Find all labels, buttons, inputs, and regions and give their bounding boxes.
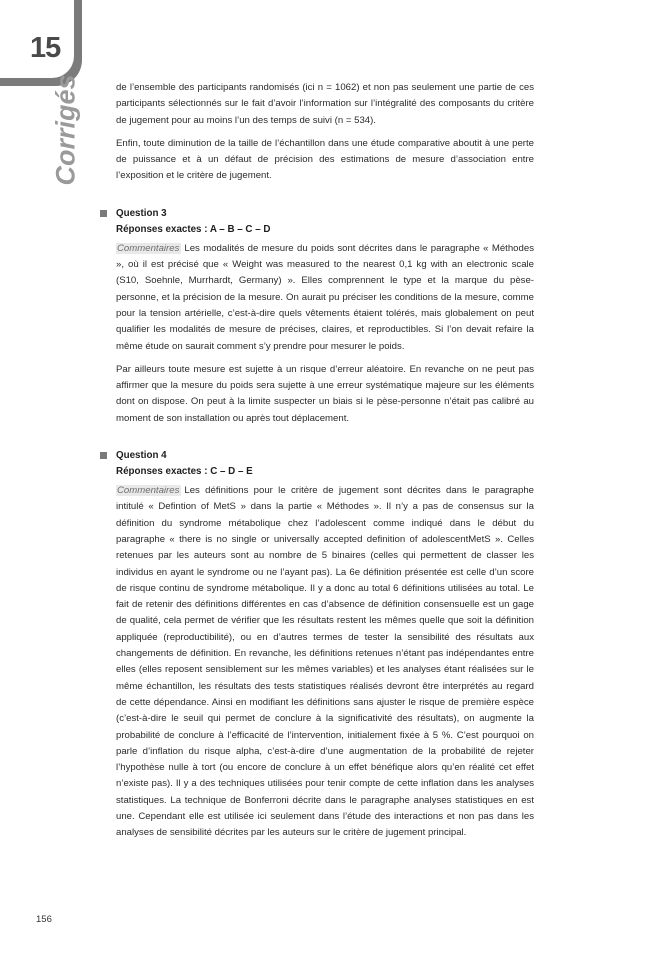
question-3-comment-label: Commentaires xyxy=(117,242,180,254)
chapter-tab xyxy=(0,0,82,86)
question-3-bullet-icon xyxy=(100,210,107,217)
question-3-block xyxy=(116,206,534,427)
question-4-comment-text: Les définitions pour le critère de jugement sont décrites dans le paragraphe intitulé « Defintion of MetS » dans la partie « Méthodes ». Il n’y a pas de consensus sur la définition du syndrome métabolique chez l’adolescent comme indiqué dans le début du paragraphe « there is no single or universally accepted definition of adolescentMetS ». Celles retenues par les auteurs sont au nombre de 5 binaires (celles qui permettent de classer les individus en ayant le syndrome ou ne l’ayant pas). La 6e définition présentée est celle d’un score de risque continu de syndrome métabolique. Il y a donc au total 6 définitions utilisées au total. Le fait de retenir des définitions différentes en cas d’absence de définition consensuelle est un gage de qualité, cela permet de vérifier que les résultats restent les mêmes quelle que soit la définition appliquée (reproductibilité), ou en d’autres termes de tester la sensibilité des résultats aux changements de définition. En revanche, les définitions retenues n’étant pas indépendantes entre elles (elles reposent sensiblement sur les mêmes variables) et les analyses étant réalisées sur le même échantillon, les résultats des tests statistiques réalisés devront être interprétés au regard de cette dépendance. Ainsi en modifiant les définitions sans ajuster le risque de première espèce (c’est-à-dire le seuil qui permet de conclure à la significativité des résultats), on augmente la probabilité de conclure à l’efficacité de l’intervention, initialement fixée à 5 %. C’est pourquoi on parle d’inflation du risque alpha, c’est-à-dire d’une augmentation de la probabilité de rejeter l’hypothèse nulle à tort (ou encore de conclure à un effet bénéfique alors qu’en réalité cet effet n’existe pas). Il y a des techniques utilisées pour tenir compte de cette inflation dans les analyses statistiques. La technique de Bonferroni décrite dans le paragraphe analyses statistiques en est une. Cependant elle est utilisée ici seulement dans l’étude des interactions et non pas dans les analyses de sensibilité décrites par les auteurs sur le critère de jugement principal. xyxy=(116,485,534,839)
question-4-block xyxy=(116,448,534,842)
question-4-heading xyxy=(116,448,534,464)
section-title: Corrigés xyxy=(50,74,81,186)
page-number: 156 xyxy=(36,914,52,925)
question-3-title: Question 3 xyxy=(116,207,167,219)
question-4-comment xyxy=(116,483,534,842)
question-4-bullet-icon xyxy=(100,452,107,459)
chapter-number: 15 xyxy=(30,32,61,64)
question-4-title: Question 4 xyxy=(116,450,167,462)
main-content xyxy=(116,80,534,849)
question-4-comment-label: Commentaires xyxy=(117,485,180,497)
intro-paragraph-1: de l’ensemble des participants randomisés (ici n = 1062) et non pas seulement une partie de ces participants sélectionnés sur le fait d’avoir l’information sur l’intégralité des composants du critère de jugement pour au moins l’un des temps de suivi (n = 534). xyxy=(116,82,534,126)
question-3-answers: Réponses exactes : A – B – C – D xyxy=(116,223,271,235)
question-3-comment-text: Les modalités de mesure du poids sont décrites dans le paragraphe « Méthodes », où il est précisé que « Weight was measured to the nearest 0,1 kg with an electronic scale (S10, Soehnle, Murrhardt, Germany) ». Elles comprennent le type et la marque du pèse-personne, et la précision de la mesure. On aurait pu préciser les conditions de la mesure, comme pour la tension artérielle, c’est-à-dire quels vêtements étaient tolérés, mais globalement on peut qualifier les modalités de mesure de précises, claires, et reproductibles. Si l’on devait refaire la même étude on saurait comment s’y prendre pour mesurer le poids. xyxy=(116,242,534,352)
question-3-extra-paragraph: Par ailleurs toute mesure est sujette à un risque d’erreur aléatoire. En revanche on ne peut pas affirmer que la mesure du poids sera sujette à une erreur systématique majeure sur les éléments dont on dispose. On peut à la limite suspecter un biais si le pèse-personne n’était pas calibré au moment de son installation ou après tout déplacement. xyxy=(116,363,534,424)
question-4-answers: Réponses exactes : C – D – E xyxy=(116,466,253,478)
intro-paragraph-2: Enfin, toute diminution de la taille de l’échantillon dans une étude comparative aboutit à une perte de puissance et à un défaut de précision des estimations de mesure d’association entre l’exposition et le critère de jugement. xyxy=(116,137,534,182)
question-3-heading xyxy=(116,206,534,222)
question-3-comment xyxy=(116,241,534,355)
